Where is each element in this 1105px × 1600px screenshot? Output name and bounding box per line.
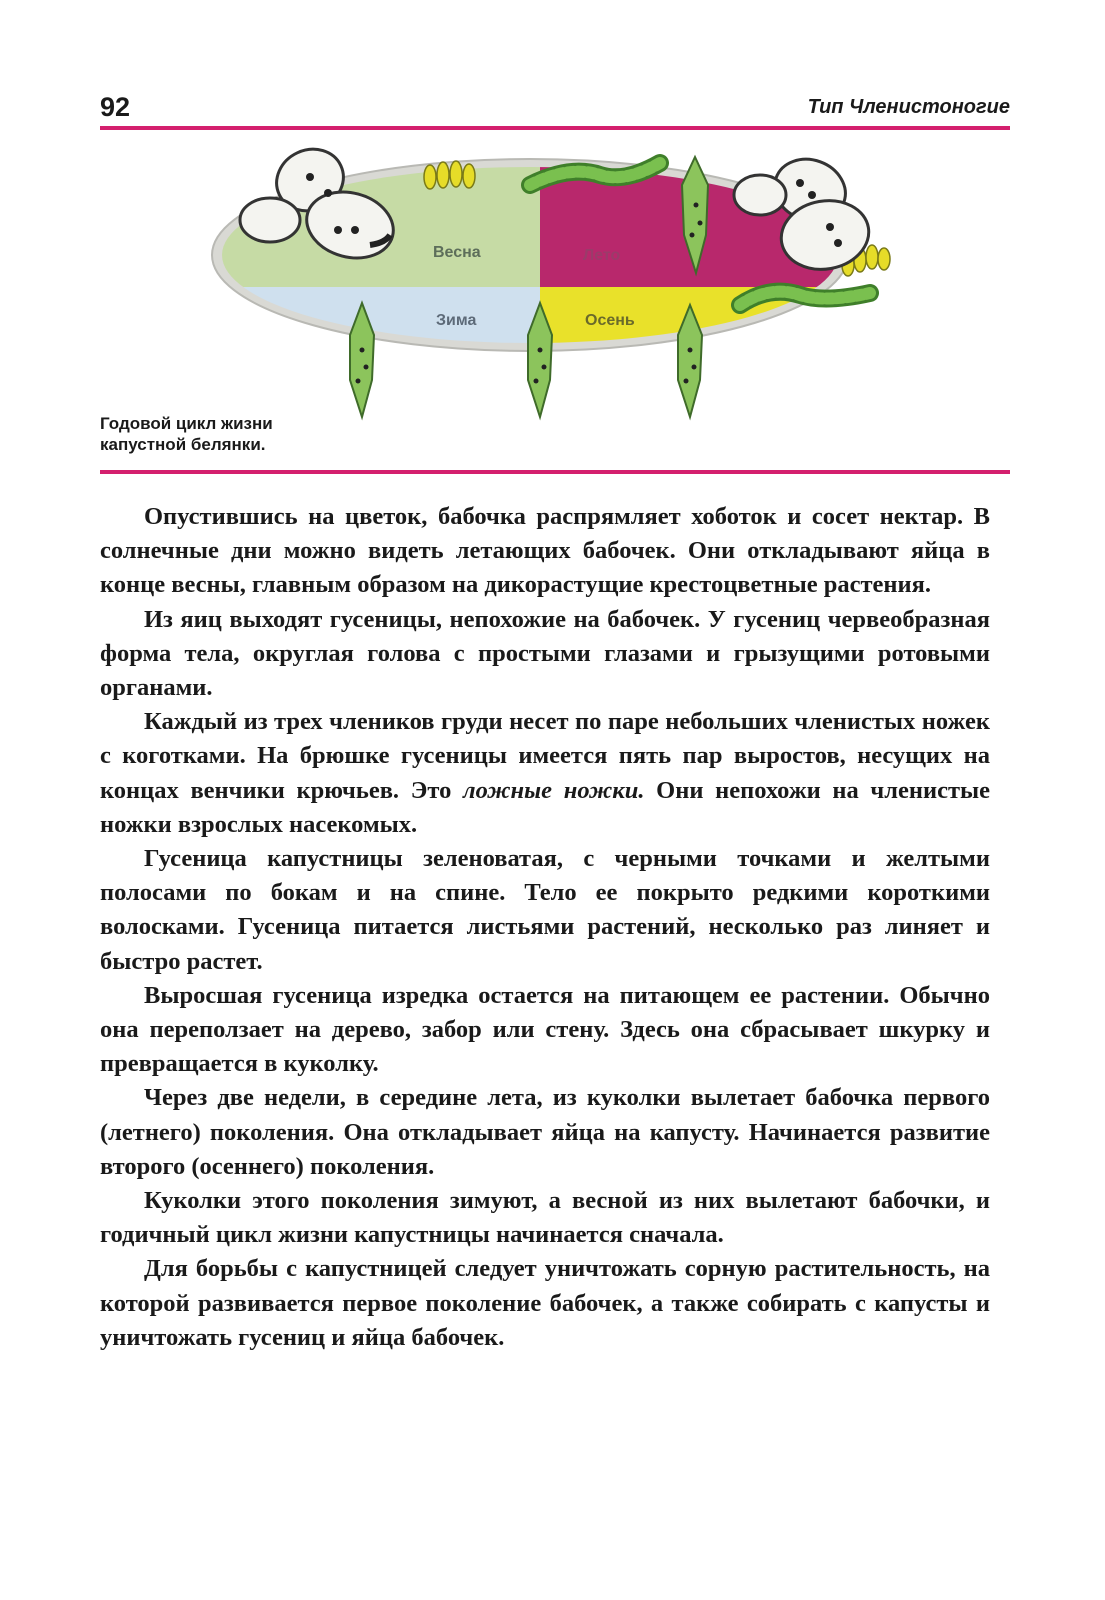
term-false-legs: ложные ножки. (463, 776, 645, 804)
paragraph: Куколки этого поколения зимуют, а весной из них вылетают бабочки, и годичный цикл жизни капустницы начинается сначала. (100, 1187, 990, 1249)
body-text (100, 500, 990, 1355)
figure-caption: Годовой цикл жизни капустной белянки. (100, 414, 273, 454)
caterpillar-right-icon (740, 292, 870, 305)
paragraph-text: Они непохожи на членистые ножки взрослых насекомых. (100, 776, 991, 838)
paragraph (100, 705, 990, 842)
paragraph: Из яиц выходят гусеницы, непохожие на бабочек. У гусениц червеобразная форма тела, округлая голова с простыми глазами и грызущими ротовыми органами. (100, 605, 990, 702)
season-label-winter: Зима (436, 312, 477, 329)
paragraph: Через две недели, в середине лета, из куколки вылетает бабочка первого (летнего) поколения. Она откладывает яйца на капусту. Начинается развитие второго (осеннего) поколения. (100, 1084, 990, 1180)
paragraph-text: Каждый из трех члеников груди несет по паре небольших членистых ножек с коготками. На брюшке гусеницы имеется пять пар выростов, несущих на концах венчики крючьев. Это (100, 708, 990, 804)
paragraph: Выросшая гусеница изредка остается на питающем ее растении. Обычно она переползает на дерево, забор или стену. Здесь она сбрасывает шкурку и превращается в куколку. (100, 981, 990, 1078)
life-cycle-figure (100, 135, 1010, 465)
season-label-summer: Лето (583, 247, 621, 264)
paragraph: Для борьбы с капустницей следует уничтожать сорную растительность, на которой развивается первое поколение бабочек, а также собирать с капусты и уничтожать гусениц и яйца бабочек. (100, 1255, 990, 1351)
paragraph: Гусеница капустницы зеленоватая, с черными точками и желтыми полосами по бокам и на спине. Тело ее покрыто редкими короткими волосками. Гусеница питается листьями растений, несколько раз линяет и быстро растет. (100, 845, 990, 975)
paragraph: Опустившись на цветок, бабочка распрямляет хоботок и сосет нектар. В солнечные дни можно видеть летающих бабочек. Они откладывают яйца в конце весны, главным образом на дикорастущие крестоцветные растения. (100, 503, 990, 599)
top-rule (100, 126, 1010, 130)
page-header (100, 92, 1010, 126)
running-head: Тип Членистоногие (807, 96, 1010, 118)
season-label-spring: Весна (433, 244, 481, 261)
season-label-autumn: Осень (585, 312, 635, 329)
page-number: 92 (100, 92, 131, 122)
bottom-rule (100, 470, 1010, 474)
